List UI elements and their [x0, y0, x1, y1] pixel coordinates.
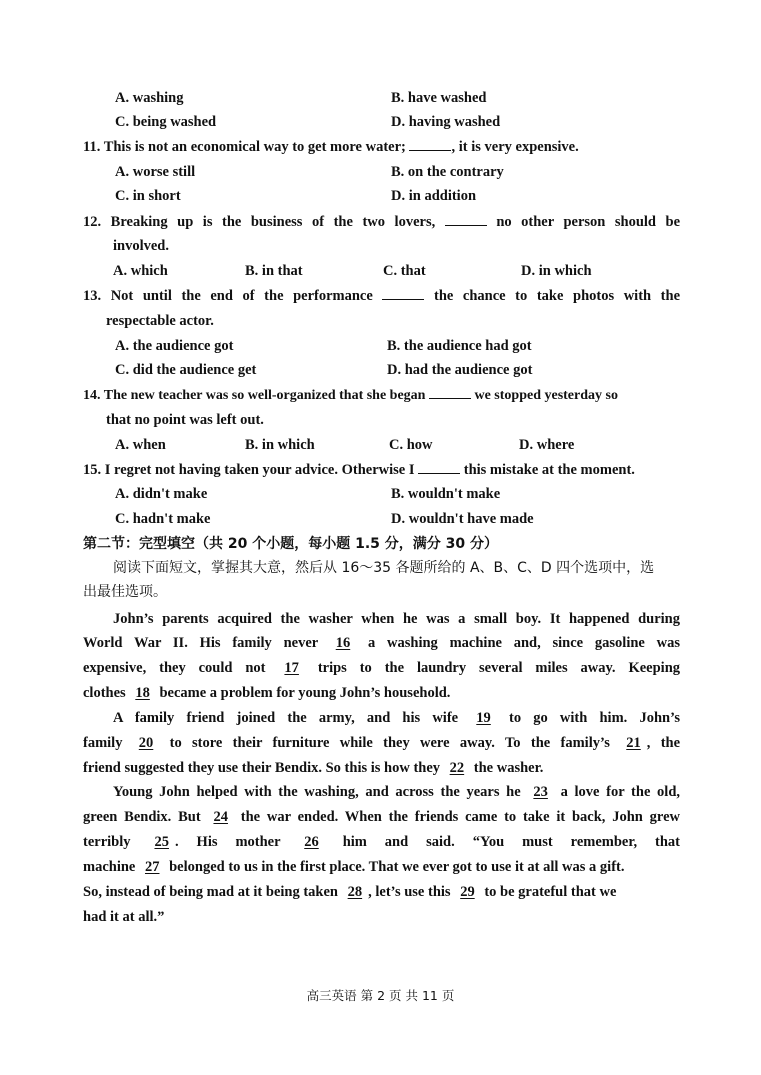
passage-line: friend suggested they use their Bendix. So this is how they 22 the washer.	[83, 760, 544, 776]
q10-option-a: A. washing	[115, 90, 184, 106]
blank-16: 16	[335, 635, 351, 651]
q14-option-a: A. when	[115, 437, 166, 453]
passage-line: terribly 25 . His mother 26 him and said. “You must remember, that	[83, 834, 681, 850]
q12-option-a: A. which	[113, 263, 168, 279]
blank-24: 24	[213, 809, 228, 825]
passage-line: expensive, they could not 17 trips to the laundry several miles away. Keeping	[83, 660, 681, 676]
answer-blank	[429, 386, 471, 399]
passage-line: clothes 18 became a problem for young John’s household.	[83, 685, 451, 701]
section-instruction-line1: 阅读下面短文，掌握其大意，然后从 16～35 各题所给的 A、B、C、D 四个选项中，选	[113, 560, 655, 576]
answer-blank	[418, 461, 460, 474]
q10-option-b: B. have washed	[391, 90, 487, 106]
blank-25: 25	[154, 834, 169, 850]
passage-line: John’s parents acquired the washer when he was a small boy. It happened during	[113, 611, 680, 627]
q15-option-b: B. wouldn't make	[391, 486, 501, 502]
passage-line: So, instead of being mad at it being taken 28 , let’s use this 29 to be grateful that we	[83, 884, 617, 900]
blank-27: 27	[144, 859, 160, 875]
q11-option-a: A. worse still	[115, 164, 196, 180]
q12-stem-line2: involved.	[113, 238, 169, 254]
q13-option-b: B. the audience had got	[387, 338, 532, 354]
q13-option-d: D. had the audience got	[387, 362, 533, 378]
section-heading: 第二节：完型填空（共 20 个小题，每小题 1.5 分，满分 30 分）	[83, 536, 499, 552]
blank-17: 17	[284, 660, 299, 676]
page-footer: 高三英语 第 2 页 共 11 页	[306, 988, 455, 1003]
q11-stem: 11. This is not an economical way to get more water; , it is very expensive.	[83, 139, 579, 155]
blank-22: 22	[449, 760, 465, 776]
q12-option-c: C. that	[383, 263, 426, 279]
q14-option-b: B. in which	[245, 437, 315, 453]
answer-blank	[382, 287, 424, 300]
q15-stem: 15. I regret not having taken your advice. Otherwise I this mistake at the moment.	[83, 462, 635, 478]
q14-stem-line2: that no point was left out.	[106, 412, 264, 428]
passage-line: family 20 to store their furniture while they were away. To the family’s 21 , the	[83, 735, 681, 751]
blank-19: 19	[476, 710, 491, 726]
q11-option-c: C. in short	[115, 188, 181, 204]
blank-28: 28	[347, 884, 363, 900]
answer-blank	[445, 213, 487, 226]
q15-option-a: A. didn't make	[115, 486, 208, 502]
q13-stem-line2: respectable actor.	[106, 313, 214, 329]
blank-26: 26	[304, 834, 319, 850]
passage-line: World War II. His family never 16 a washing machine and, since gasoline was	[83, 635, 680, 651]
q13-option-c: C. did the audience get	[115, 362, 257, 378]
q15-option-c: C. hadn't make	[115, 511, 211, 527]
q12-option-b: B. in that	[245, 263, 303, 279]
q12-stem: 12. Breaking up is the business of the two lovers, no other person should be	[83, 214, 681, 230]
passage-line: green Bendix. But 24 the war ended. When the friends came to take it back, John grew	[83, 809, 680, 825]
blank-18: 18	[135, 685, 150, 701]
blank-21: 21	[626, 735, 641, 751]
q10-option-c: C. being washed	[115, 114, 217, 130]
blank-20: 20	[138, 735, 154, 751]
q13-stem: 13. Not until the end of the performance the chance to take photos with the	[83, 288, 681, 304]
section-instruction-line2: 出最佳选项。	[83, 584, 167, 600]
passage-line: machine 27 belonged to us in the first place. That we ever got to use it at all was a gift.	[83, 859, 625, 875]
answer-blank	[409, 138, 451, 151]
q14-option-c: C. how	[389, 437, 433, 453]
q14-stem: 14. The new teacher was so well-organized that she began we stopped yesterday so	[83, 388, 618, 403]
passage-line: had it at all.”	[83, 909, 165, 925]
q14-option-d: D. where	[519, 437, 575, 453]
blank-29: 29	[460, 884, 475, 900]
passage-line: Young John helped with the washing, and across the years he 23 a love for the old,	[113, 784, 681, 800]
passage-line: A family friend joined the army, and his wife 19 to go with him. John’s	[113, 710, 681, 726]
q11-option-d: D. in addition	[391, 188, 477, 204]
q12-option-d: D. in which	[521, 263, 592, 279]
q10-option-d: D. having washed	[391, 114, 501, 130]
q15-option-d: D. wouldn't have made	[391, 511, 534, 527]
blank-23: 23	[533, 784, 548, 800]
q11-option-b: B. on the contrary	[391, 164, 504, 180]
q13-option-a: A. the audience got	[115, 338, 234, 354]
